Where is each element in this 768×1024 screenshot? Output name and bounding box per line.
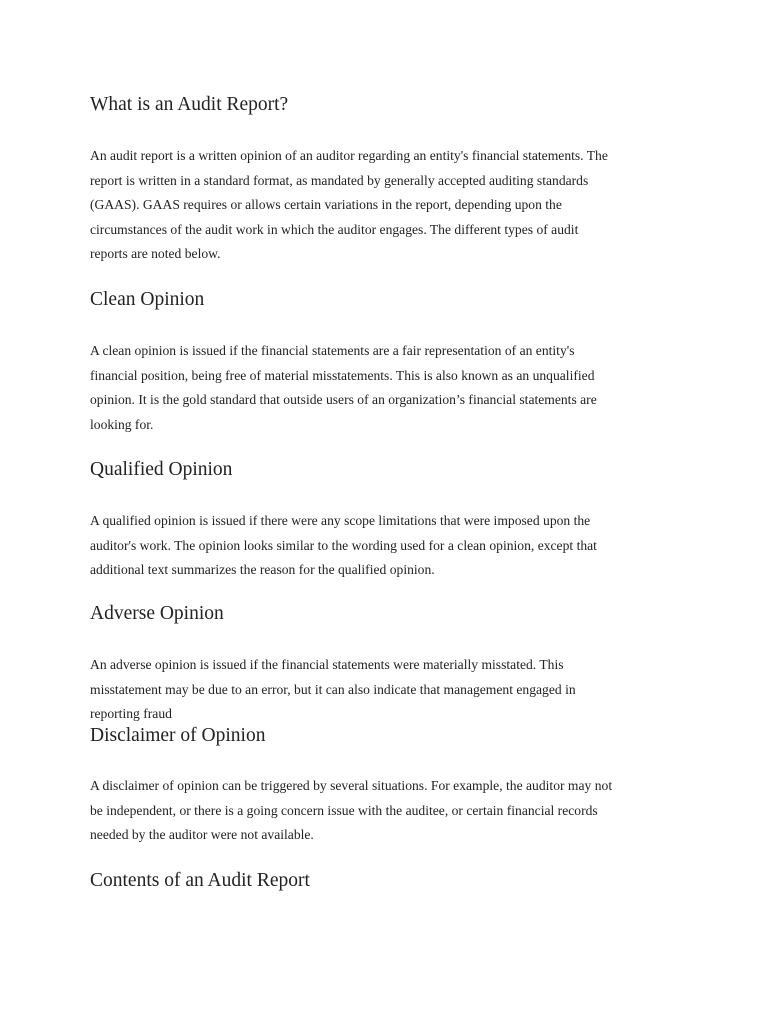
heading-disclaimer-of-opinion: Disclaimer of Opinion bbox=[90, 725, 266, 746]
text-line: (GAAS). GAAS requires or allows certain variations in the report, depending upon the bbox=[90, 197, 562, 213]
text-line: opinion. It is the gold standard that outside users of an organization’s financial statements are bbox=[90, 392, 597, 408]
text-line: needed by the auditor were not available. bbox=[90, 827, 314, 843]
text-line: looking for. bbox=[90, 416, 154, 432]
paragraph-qualified-opinion bbox=[90, 509, 690, 583]
text-line: A qualified opinion is issued if there were any scope limitations that were imposed upon the bbox=[90, 513, 591, 528]
text-line: circumstances of the audit work in which the auditor engages. The different types of audit bbox=[90, 221, 579, 237]
text-line: A clean opinion is issued if the financial statements are a fair representation of an entity's bbox=[90, 343, 575, 358]
text-line: misstatement may be due to an error, but it can also indicate that management engaged in bbox=[90, 681, 576, 697]
heading-what-is-an-audit-report: What is an Audit Report? bbox=[90, 94, 289, 115]
heading-contents-of-an-audit-report: Contents of an Audit Report bbox=[90, 870, 310, 891]
text-line: reports are noted below. bbox=[90, 246, 221, 262]
text-line: be independent, or there is a going concern issue with the auditee, or certain financial records bbox=[90, 802, 598, 818]
text-line: auditor's work. The opinion looks similar to the wording used for a clean opinion, except that bbox=[90, 537, 597, 553]
heading-qualified-opinion: Qualified Opinion bbox=[90, 459, 233, 480]
text-line: additional text summarizes the reason for the qualified opinion. bbox=[90, 562, 435, 578]
text-line: An adverse opinion is issued if the financial statements were materially misstated. This bbox=[90, 657, 564, 672]
paragraph-adverse-opinion bbox=[90, 653, 690, 727]
paragraph-clean-opinion bbox=[90, 339, 690, 437]
text-line: financial position, being free of material misstatements. This is also known as an unqualified bbox=[90, 367, 595, 383]
paragraph-what-is-an-audit-report bbox=[90, 144, 690, 267]
paragraph-disclaimer-of-opinion bbox=[90, 774, 690, 848]
text-line: report is written in a standard format, as mandated by generally accepted auditing standards bbox=[90, 172, 589, 188]
heading-adverse-opinion: Adverse Opinion bbox=[90, 603, 224, 624]
text-line: A disclaimer of opinion can be triggered by several situations. For example, the auditor may not bbox=[90, 778, 613, 793]
heading-clean-opinion: Clean Opinion bbox=[90, 289, 205, 310]
text-line: An audit report is a written opinion of an auditor regarding an entity's financial statements. The bbox=[90, 148, 608, 163]
text-line: reporting fraud bbox=[90, 706, 172, 722]
